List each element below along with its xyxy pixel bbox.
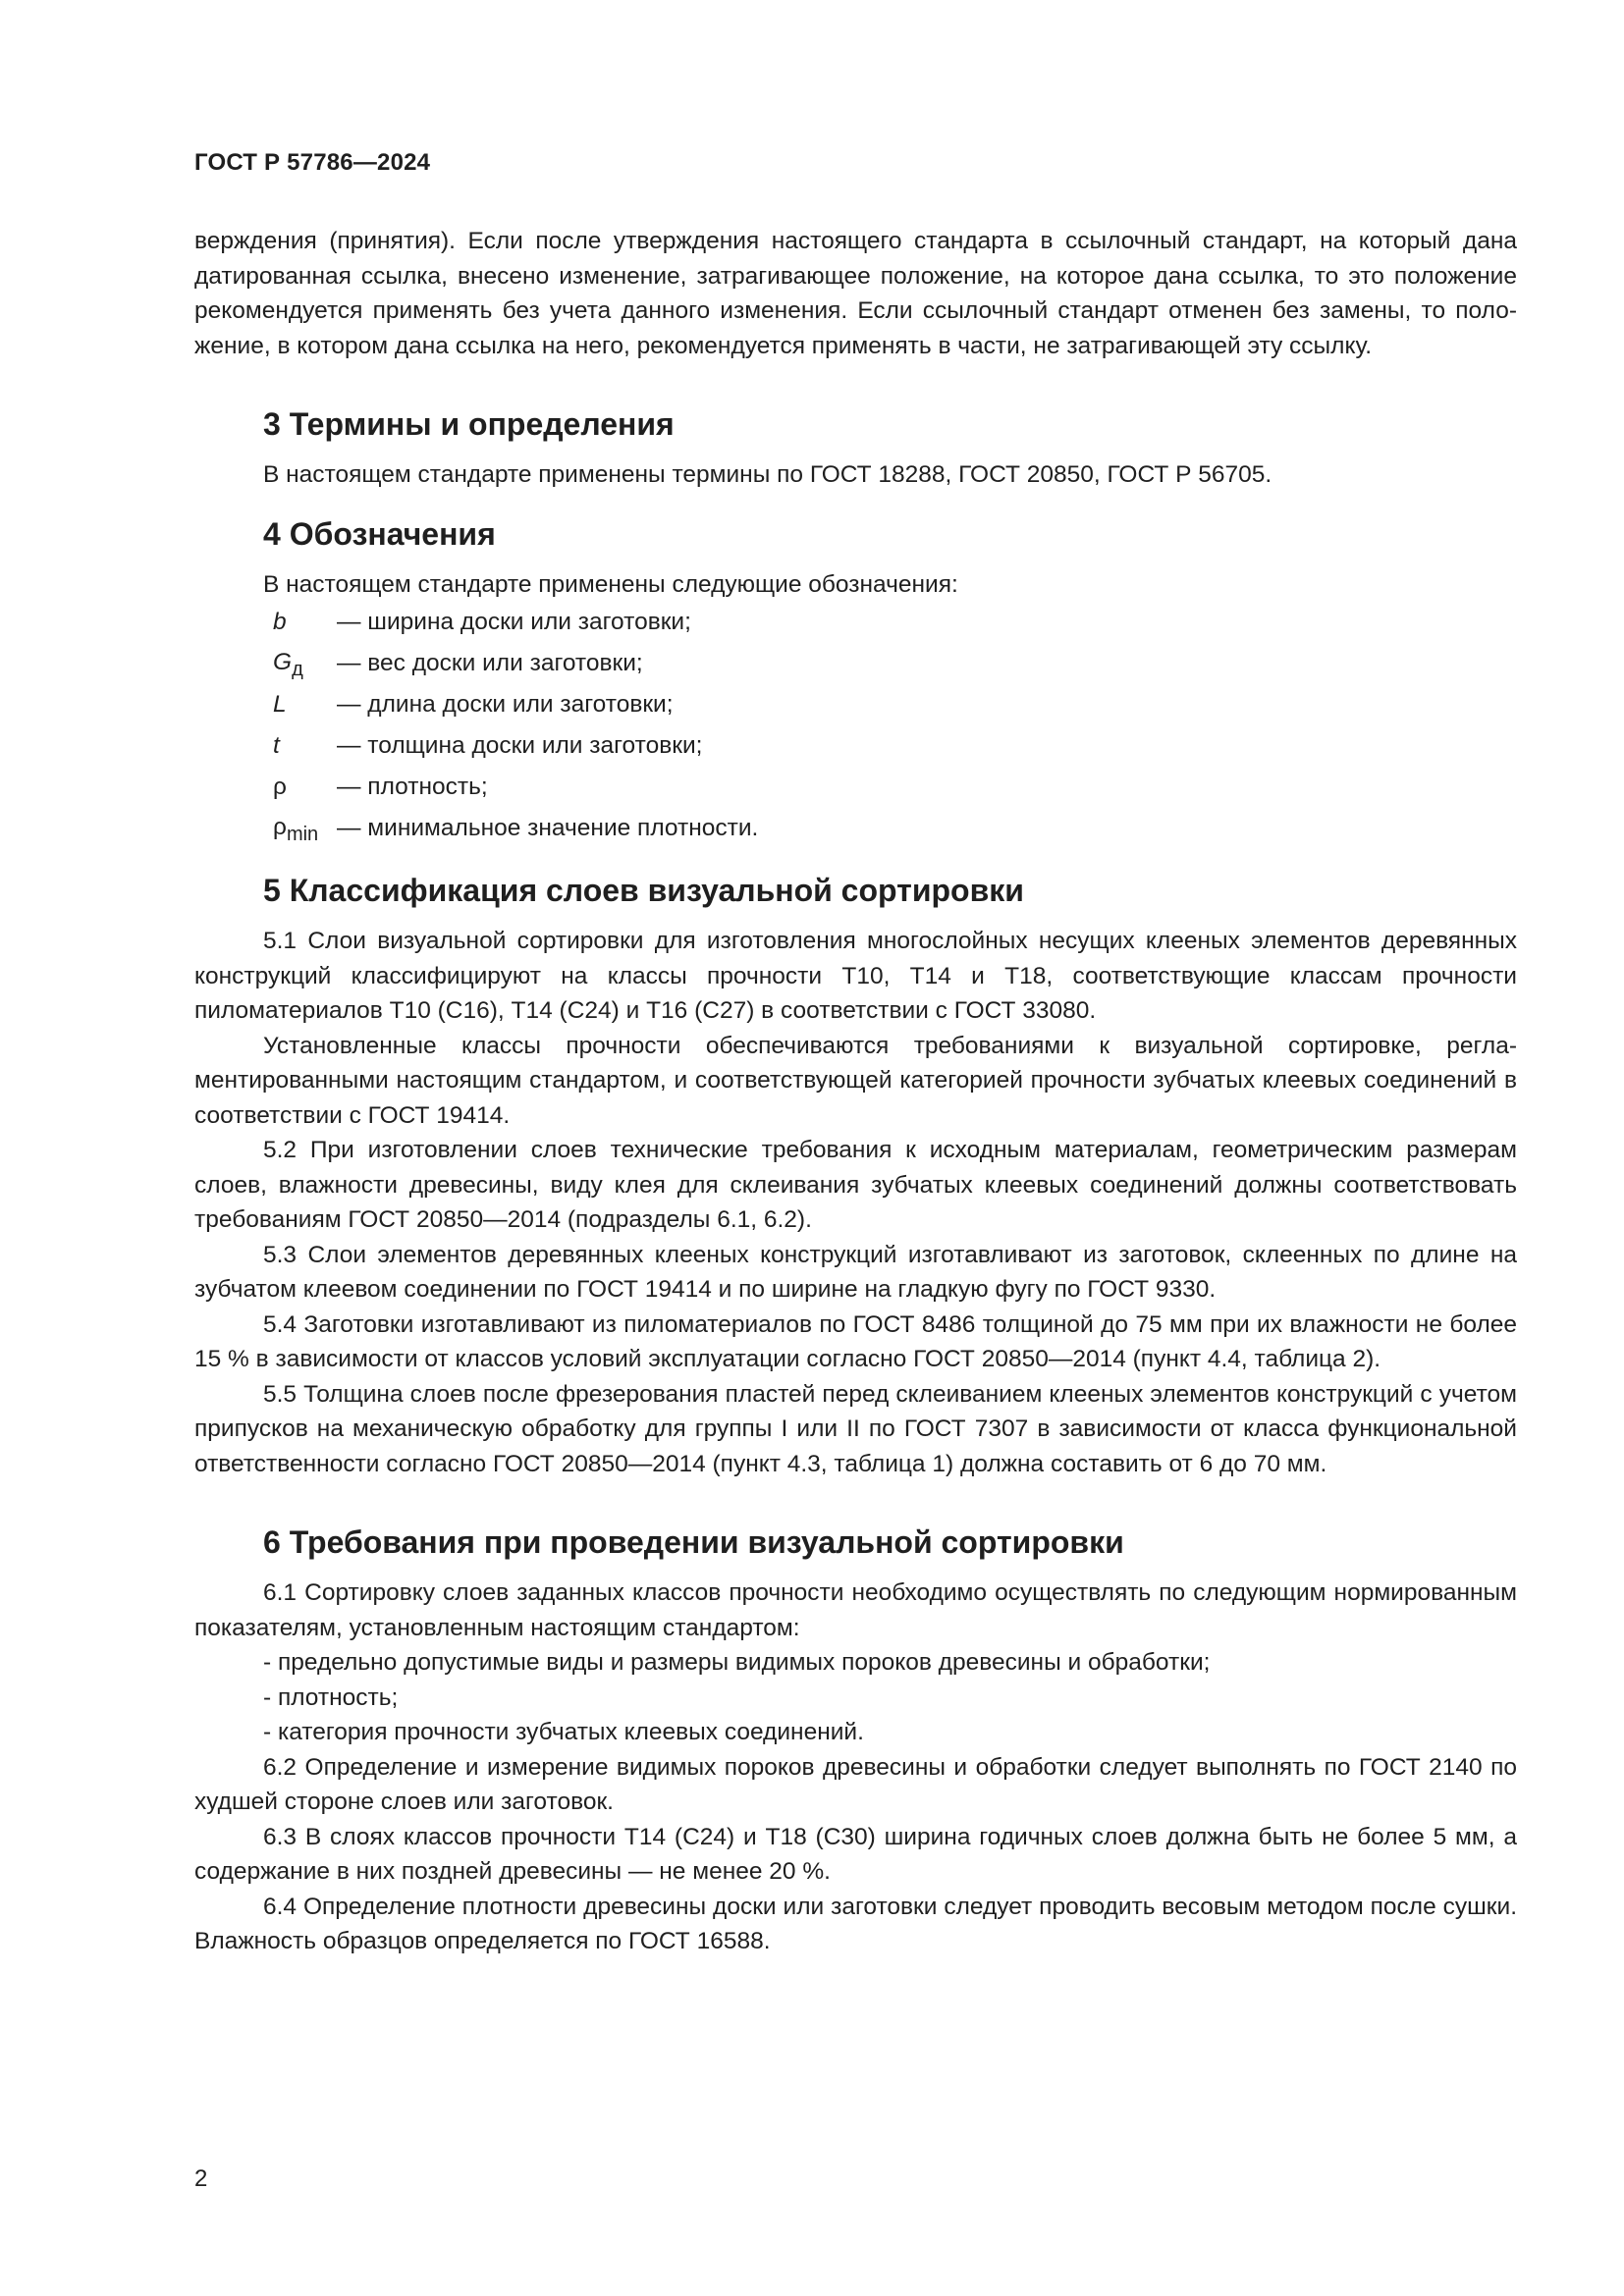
section-4-intro: В настоящем стандарте применены следующие обозначения: (263, 570, 958, 598)
symbols-list (194, 602, 1517, 849)
symbol: b (273, 609, 287, 636)
symbol: t (273, 732, 280, 760)
paragraph-5-3: 5.3 Слои элементов деревянных клееных конструкций изготавливают из заготовок, склеенных по длине на зубчатом клеевом соединении по ГОСТ 19414 и по ширине на гладкую фугу по ГОСТ 9330. (194, 1241, 1517, 1303)
paragraph-6-2: 6.2 Определение и измерение видимых пороков древесины и обработки следует выполнять по ГОСТ 2140 по худшей стороне слоев или заготовок. (194, 1753, 1517, 1815)
symbol-definition (194, 767, 1517, 808)
symbol-definition (194, 643, 1517, 684)
symbol-meaning: — толщина доски или заготовки; (337, 732, 703, 760)
symbol-definition (194, 602, 1517, 643)
symbol: L (273, 691, 287, 719)
symbol-meaning: — минимальное значение плотности. (337, 815, 759, 842)
symbol: $\rho_{min}$ (273, 814, 319, 846)
page-number: 2 (194, 2165, 208, 2192)
document-code-header: ГОСТ Р 57786—2024 (194, 149, 431, 176)
symbol: $G_д$ (273, 649, 303, 681)
symbol-definition (194, 684, 1517, 725)
paragraph-5-4: 5.4 Заготовки изготавливают из пиломатериалов по ГОСТ 8486 толщиной до 75 мм при их влажности не более 15 % в зависимости от классов условий эксплуатации согласно ГОСТ 20850—2014 (пункт 4.4, таблица 2). (194, 1310, 1517, 1372)
paragraph-6-3: 6.3 В слоях классов прочности Т14 (С24) и Т18 (С30) ширина годичных слоев должна быть не более 5 мм, а содержание в них поздней древесины — не менее 20 %. (194, 1823, 1517, 1885)
list-item: - категория прочности зубчатых клеевых соединений. (263, 1719, 864, 1745)
paragraph-6-4: 6.4 Определение плотности древесины доски или заготовки следует проводить весовым методом после сушки. Влажность образцов определяется по ГОСТ 16588. (194, 1893, 1517, 1954)
page-body (194, 224, 1517, 1959)
list-item: - предельно допустимые виды и размеры видимых пороков древесины и обработки; (263, 1649, 1211, 1676)
paragraph-5-5: 5.5 Толщина слоев после фрезерования пластей перед склеиванием клееных элементов конструкций с учетом припусков на механическую обработку для группы I или II по ГОСТ 7307 в зависимости от класса функциональной ответственности согласно ГОСТ 20850—2014 (пункт 4.3, таблица 1) должна составить от 6 до 70 мм. (194, 1380, 1517, 1477)
section-3-heading: 3 Термины и определения (263, 406, 675, 442)
symbol-definition (194, 808, 1517, 849)
paragraph-5-1-continued: Установленные классы прочности обеспечиваются требованиями к визуальной сортировке, регламентированными настоящим стандартом, и соответствующей категорией прочности зубчатых клеевых соединений в соответствии с ГОСТ 19414. (194, 1032, 1517, 1129)
symbol-meaning: — длина доски или заготовки; (337, 691, 674, 719)
section-3-text: В настоящем стандарте применены термины по ГОСТ 18288, ГОСТ 20850, ГОСТ Р 56705. (263, 461, 1272, 488)
symbol-meaning: — вес доски или заготовки; (337, 650, 643, 677)
symbol: ρ (273, 774, 287, 801)
section-6-heading: 6 Требования при проведении визуальной сортировки (263, 1524, 1124, 1560)
paragraph-5-1: 5.1 Слои визуальной сортировки для изготовления многослойных несущих клееных элементов деревянных конструкций классифицируют на классы прочности Т10, Т14 и Т18, соответствующие классам прочности пиломатериалов Т10 (С16), Т14 (С24) и Т16 (С27) в соответствии с ГОСТ 33080. (194, 928, 1517, 1024)
symbol-meaning: — плотность; (337, 774, 488, 801)
section-4-heading: 4 Обозначения (263, 515, 496, 552)
paragraph-6-1: 6.1 Сортировку слоев заданных классов прочности необходимо осуществлять по следующим нормированным показателям, установленным настоящим стандартом: (194, 1579, 1517, 1641)
symbol-definition (194, 725, 1517, 767)
intro-paragraph: верждения (принятия). Если после утверждения настоящего стандарта в ссылочный стандарт, на который дана датированная ссылка, внесено изменение, затрагивающее положение, на которое дана ссылка, то это положение рекомендуется применять без учета данного изменения. Если ссылочный стандарт отменен без замены, то положение, в котором дана ссылка на него, рекомендуется применять в части, не затрагивающей эту ссылку. (194, 228, 1517, 359)
section-5-heading: 5 Классификация слоев визуальной сортировки (263, 873, 1024, 908)
paragraph-5-2: 5.2 При изготовлении слоев технические требования к исходным материалам, геометрическим размерам слоев, влажности древесины, виду клея для склеивания зубчатых клеевых соединений должны соответствовать требованиям ГОСТ 20850—2014 (подразделы 6.1, 6.2). (194, 1137, 1517, 1233)
symbol-meaning: — ширина доски или заготовки; (337, 609, 691, 636)
list-item: - плотность; (263, 1683, 399, 1711)
